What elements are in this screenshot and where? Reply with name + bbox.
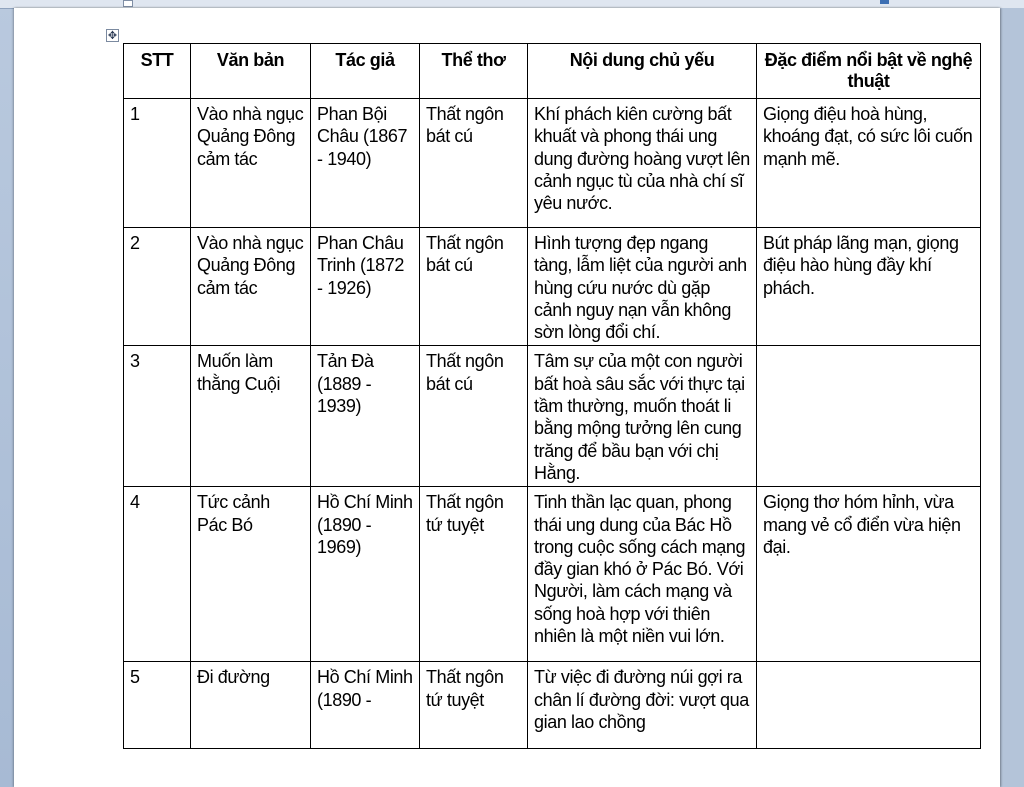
cell-van-ban[interactable]: Tức cảnh Pác Bó bbox=[191, 487, 311, 662]
table-row bbox=[124, 228, 981, 346]
cell-the-tho[interactable]: Thất ngôn bát cú bbox=[420, 99, 528, 228]
cell-tac-gia[interactable]: Phan Châu Trinh (1872 - 1926) bbox=[311, 228, 420, 346]
header-nghe-thuat[interactable]: Đặc điểm nổi bật về nghệ thuật bbox=[757, 44, 981, 99]
cell-nghe-thuat[interactable]: Bút pháp lãng mạn, giọng điệu hào hùng đầy khí phách. bbox=[757, 228, 981, 346]
cell-van-ban[interactable]: Vào nhà ngục Quảng Đông cảm tác bbox=[191, 99, 311, 228]
cell-van-ban[interactable]: Muốn làm thằng Cuội bbox=[191, 346, 311, 487]
cell-van-ban[interactable]: Vào nhà ngục Quảng Đông cảm tác bbox=[191, 228, 311, 346]
cell-noi-dung[interactable]: Tâm sự của một con người bất hoà sâu sắc với thực tại tầm thường, muốn thoát li bằng mộng tưởng lên cung trăng để bầu bạn với chị Hằng. bbox=[528, 346, 757, 487]
header-noi-dung[interactable]: Nội dung chủ yếu bbox=[528, 44, 757, 99]
page-margin-area bbox=[1000, 8, 1024, 787]
cell-nghe-thuat[interactable]: Giọng thơ hóm hỉnh, vừa mang vẻ cổ điển vừa hiện đại. bbox=[757, 487, 981, 662]
cell-stt[interactable]: 3 bbox=[124, 346, 191, 487]
header-tac-gia[interactable]: Tác giả bbox=[311, 44, 420, 99]
cell-noi-dung[interactable]: Hình tượng đẹp ngang tàng, lẫm liệt của người anh hùng cứu nước dù gặp cảnh nguy nạn vẫn không sờn lòng đổi chí. bbox=[528, 228, 757, 346]
cell-tac-gia[interactable]: Tản Đà (1889 - 1939) bbox=[311, 346, 420, 487]
cell-tac-gia[interactable]: Hồ Chí Minh (1890 - 1969) bbox=[311, 487, 420, 662]
table-row bbox=[124, 346, 981, 487]
header-van-ban[interactable]: Văn bản bbox=[191, 44, 311, 99]
cell-nghe-thuat[interactable] bbox=[757, 346, 981, 487]
header-stt[interactable]: STT bbox=[124, 44, 191, 99]
cell-the-tho[interactable]: Thất ngôn tứ tuyệt bbox=[420, 662, 528, 749]
cell-noi-dung[interactable]: Khí phách kiên cường bất khuất và phong thái ung dung đường hoàng vượt lên cảnh ngục tù của nhà chí sĩ yêu nước. bbox=[528, 99, 757, 228]
cell-the-tho[interactable]: Thất ngôn bát cú bbox=[420, 228, 528, 346]
poem-summary-table[interactable] bbox=[123, 43, 981, 749]
table-move-icon[interactable]: ✥ bbox=[107, 29, 118, 42]
table-header-row bbox=[124, 44, 981, 99]
table-row bbox=[124, 487, 981, 662]
cell-tac-gia[interactable]: Phan Bội Châu (1867 - 1940) bbox=[311, 99, 420, 228]
cell-noi-dung[interactable]: Tinh thần lạc quan, phong thái ung dung của Bác Hồ trong cuộc sống cách mạng đầy gian khó ở Pác Bó. Với Người, làm cách mạng và sống hoà hợp với thiên nhiên là một niền vui lớn. bbox=[528, 487, 757, 662]
cell-noi-dung[interactable]: Từ việc đi đường núi gợi ra chân lí đường đời: vượt qua gian lao chồng bbox=[528, 662, 757, 749]
cell-stt[interactable]: 1 bbox=[124, 99, 191, 228]
ruler-margin-marker[interactable] bbox=[880, 0, 889, 4]
cell-tac-gia[interactable]: Hồ Chí Minh (1890 - bbox=[311, 662, 420, 749]
table-row bbox=[124, 99, 981, 228]
cell-nghe-thuat[interactable]: Giọng điệu hoà hùng, khoáng đạt, có sức lôi cuốn mạnh mẽ. bbox=[757, 99, 981, 228]
cell-stt[interactable]: 5 bbox=[124, 662, 191, 749]
table-row bbox=[124, 662, 981, 749]
cell-stt[interactable]: 4 bbox=[124, 487, 191, 662]
cell-van-ban[interactable]: Đi đường bbox=[191, 662, 311, 749]
ruler-indent-marker[interactable] bbox=[123, 0, 133, 7]
cell-the-tho[interactable]: Thất ngôn bát cú bbox=[420, 346, 528, 487]
cell-stt[interactable]: 2 bbox=[124, 228, 191, 346]
cell-the-tho[interactable]: Thất ngôn tứ tuyệt bbox=[420, 487, 528, 662]
cell-nghe-thuat[interactable] bbox=[757, 662, 981, 749]
header-the-tho[interactable]: Thể thơ bbox=[420, 44, 528, 99]
